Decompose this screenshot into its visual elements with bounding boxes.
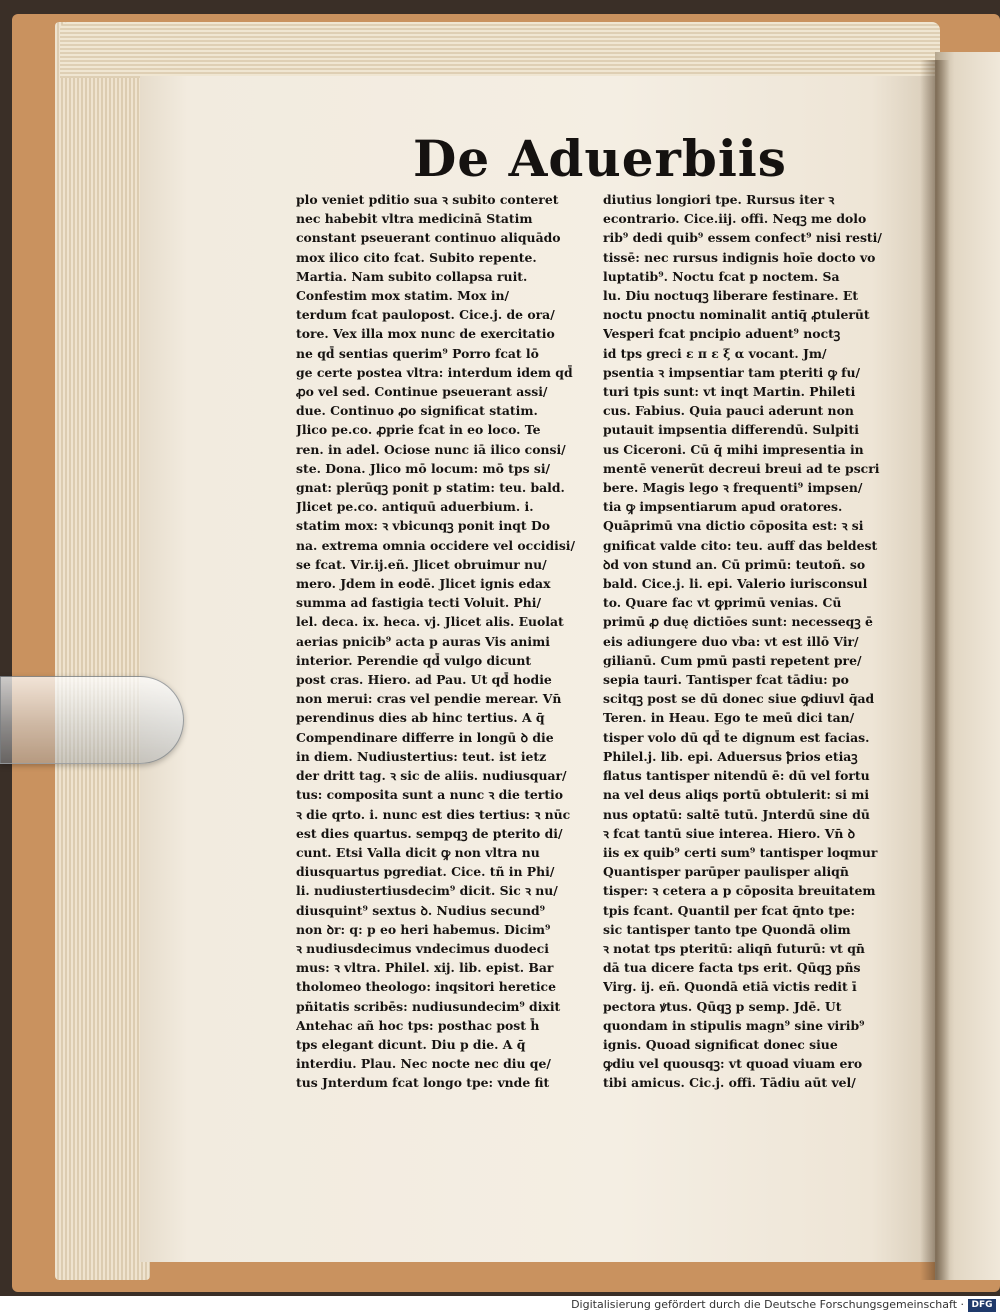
gutter-shadow [920,60,950,1280]
page-edges [55,22,150,1280]
text-line: sepia tauri. Tantisper fcat tādiu: po [603,672,849,688]
text-line: Vesperi fcat pncipio aduent⁹ noctꝫ [603,326,841,342]
text-line: interdiu. Plau. Nec nocte nec diu qe/ [296,1056,551,1072]
text-line: Compendinare differre in longū ꝺ die [296,729,554,745]
text-line: in diem. Nudiustertius: teut. ist ietz [296,748,547,764]
text-line: constant pseuerant continuo aliquādo [296,230,561,246]
text-line: ren. in adel. Ociose nunc iā ilico consi/ [296,441,566,457]
text-line: dā tua dicere facta tps erit. Qūqꝫ pñs [603,960,861,976]
text-line: luptatib⁹. Noctu fcat p noctem. Sa [603,268,840,284]
text-line: non merui: cras vel pendie merear. Vn̄ [296,691,562,707]
text-line: summa ad fastigia tecti Voluit. Phi/ [296,595,541,611]
text-line: tisper volo dū qd̄ te dignum est facias. [603,729,870,745]
text-line: bald. Cice.j. li. epi. Valerio iurisconsul [603,576,868,592]
text-line: ꝺd von stund an. Cū primū: teutoñ. so [603,556,866,572]
text-line: Philel.j. lib. epi. Aduersus ꝥrios etiaꝫ [603,748,858,764]
text-line: rib⁹ dedi quib⁹ essem confect⁹ nisi resti/ [603,230,882,246]
text-line: due. Continuo ꝓo significat statim. [296,403,538,419]
text-line: diutius longiori tpe. Rursus iter ꝛ [603,192,835,207]
text-line: Martia. Nam subito collapsa ruit. [296,268,528,284]
text-line: econtrario. Cice.iij. offi. Neqꝫ me dolo [603,211,867,227]
text-line: us Ciceroni. Cū q̄ mihi impresentia in [603,441,864,457]
text-line: ꝛ fcat tantū siue interea. Hiero. Vn̄ ꝺ [603,825,856,841]
text-line: nus optatū: saltē tutū. Jnterdū sine dū [603,806,870,822]
text-line: aerias pnicib⁹ acta p auras Vis animi [296,633,550,649]
text-line: lel. deca. ix. heca. vj. Jlicet alis. Euolat [296,614,564,630]
text-line: tholomeo theologo: inqsitori heretice [296,979,556,995]
text-line: flatus tantisper nitendū ē: dū vel fortu [603,768,870,784]
text-line: Virg. ij. eñ. Quondā etiā victis redit ī [603,979,857,995]
text-line: tisper: ꝛ cetera a p cōposita breuitatem [603,883,876,899]
text-line: cus. Fabius. Quia pauci aderunt non [603,403,854,419]
text-line: turi tpis sunt: vt inqt Martin. Phileti [603,384,856,400]
text-line: noctu pnoctu nominalit antiq̄ ꝓtulerūt [603,307,870,323]
text-line: se fcat. Vir.ij.eñ. Jlicet obruimur nu/ [296,556,547,572]
text-line: putauit impsentia differendū. Sulpiti [603,422,859,438]
text-line: gnat: plerūqꝫ ponit p statim: teu. bald. [296,480,565,496]
text-line: pñitatis scribēs: nudiusundecim⁹ dixit [296,998,561,1014]
text-line: ꝛ notat tps pteritū: aliqn̄ futurū: vt qn̄ [603,940,865,956]
text-line: Quantisper parūper paulisper aliqn̄ [603,864,849,880]
text-line: nec habebit vltra medicinā Statim [296,211,533,227]
text-line: to. Quare fac vt ꝙprimū venias. Cū [603,595,842,611]
text-line: diusquartus pgrediat. Cice. tñ in Phi/ [296,864,555,880]
text-line: Antehac añ hoc tps: posthac post h̄ [296,1017,540,1033]
text-line: Jlico pe.co. ꝓprie fcat in eo loco. Te [296,422,541,438]
text-line: Quāprimū vna dictio cōposita est: ꝛ si [603,518,864,534]
text-line: ꝓo vel sed. Continue pseuerant assi/ [296,384,548,400]
text-line: est dies quartus. sempqꝫ de pterito di/ [296,825,563,841]
text-line: Confestim mox statim. Mox in/ [296,288,510,304]
text-line: ꝙdiu vel quousqꝫ: vt quoad viuam ero [603,1056,863,1072]
text-line: plo veniet pditio sua ꝛ subito conteret [296,192,559,207]
text-line: non ꝺr: q: p eo heri habemus. Dicim⁹ [296,921,551,937]
text-line: na vel deus aliqs portū obtulerit: si mi [603,787,870,803]
text-line: mus: ꝛ vltra. Philel. xij. lib. epist. Bar [296,960,554,976]
text-line: interior. Perendie qd̄ vulgo dicunt [296,652,532,668]
footer-credit: Digitalisierung gefördert durch die Deutsche Forschungsgemeinschaft · [571,1298,964,1311]
text-line: tore. Vex illa mox nunc de exercitatio [296,326,555,342]
text-line: tia ꝙ impsentiarum apud oratores. [603,499,843,515]
text-line: ne qd̄ sentias querim⁹ Porro fcat lō [296,345,539,361]
text-column-right [603,190,908,1093]
text-line: tpis fcant. Quantil per fcat q̄nto tpe: [603,902,856,918]
text-line: tibi amicus. Cic.j. offi. Tādiu aūt vel/ [603,1075,856,1091]
text-line: gnificat valde cito: teu. auff das beldest [603,537,878,553]
text-line: tus Jnterdum fcat longo tpe: vnde fit [296,1075,550,1091]
text-line: mox ilico cito fcat. Subito repente. [296,249,537,265]
page-top-edge [60,22,940,78]
text-line: cunt. Etsi Valla dicit ꝙ non vltra nu [296,844,540,860]
footer-bar [0,1296,1000,1315]
page-heading: De Aduerbiis [413,129,787,188]
text-line: psentia ꝛ impsentiar tam pteriti ꝙ fu/ [603,364,861,380]
text-line: scitqꝫ post se dū donec siue ꝙdiuvl q̄ad [603,691,875,707]
text-line: gilianū. Cum pmū pasti repetent pre/ [603,652,862,668]
text-line: der dritt tag. ꝛ sic de aliis. nudiusquar/ [296,768,567,784]
text-line: ignis. Quoad significat donec siue [603,1036,838,1052]
text-line: primū ꝓ duę dictiōes sunt: necesseqꝫ ē [603,614,873,630]
page-marker-clip [0,676,184,764]
text-line: ste. Dona. Jlico mō locum: mō tps si/ [296,460,551,476]
text-column-left [296,190,606,1093]
dfg-logo: DFG [968,1299,996,1312]
text-line: bere. Magis lego ꝛ frequenti⁹ impsen/ [603,480,863,496]
text-line: ꝛ die qrto. i. nunc est dies tertius: ꝛ nūc [296,806,571,822]
text-line: ge certe postea vltra: interdum idem qd̄ [296,364,573,380]
text-line: mero. Jdem in eodē. Jlicet ignis edax [296,576,551,592]
text-line: mentē venerūt decreui breui ad te pscri [603,460,880,476]
text-line: iis ex quib⁹ certi sum⁹ tantisper loqmur [603,844,878,860]
text-line: perendinus dies ab hinc tertius. A q̄ [296,710,545,726]
text-line: na. extrema omnia occidere vel occidisi/ [296,537,576,553]
text-line: statim mox: ꝛ vbicunqꝫ ponit inqt Do [296,518,550,534]
text-line: Teren. in Heau. Ego te meū dici tan/ [603,710,855,726]
text-line: sic tantisper tanto tpe Quondā olim [603,921,851,937]
text-line: lu. Diu noctuqꝫ liberare festinare. Et [603,288,859,304]
text-line: Jlicet pe.co. antiquū aduerbium. i. [296,499,534,515]
text-line: post cras. Hiero. ad Pau. Ut qd̄ hodie [296,672,552,688]
text-line: tus: composita sunt a nunc ꝛ die tertio [296,787,564,803]
text-line: diusquint⁹ sextus ꝺ. Nudius secund⁹ [296,902,546,918]
text-line: id tps greci ε π ε ξ α vocant. Jm/ [603,345,827,361]
text-line: tps elegant dicunt. Diu p die. A q̄ [296,1036,526,1052]
text-line: li. nudiustertiusdecim⁹ dicit. Sic ꝛ nu/ [296,883,558,899]
text-line: eis adiungere duo vba: vt est illō Vir/ [603,633,859,649]
text-line: quondam in stipulis magn⁹ sine virib⁹ [603,1017,865,1033]
text-line: pectora ꝟtus. Qūqꝫ p semp. Jdē. Ut [603,998,842,1014]
text-line: tissē: nec rursus indignis hoīe docto vo [603,249,876,265]
text-line: ꝛ nudiusdecimus vndecimus duodeci [296,940,549,956]
text-line: terdum fcat paulopost. Cice.j. de ora/ [296,307,555,323]
